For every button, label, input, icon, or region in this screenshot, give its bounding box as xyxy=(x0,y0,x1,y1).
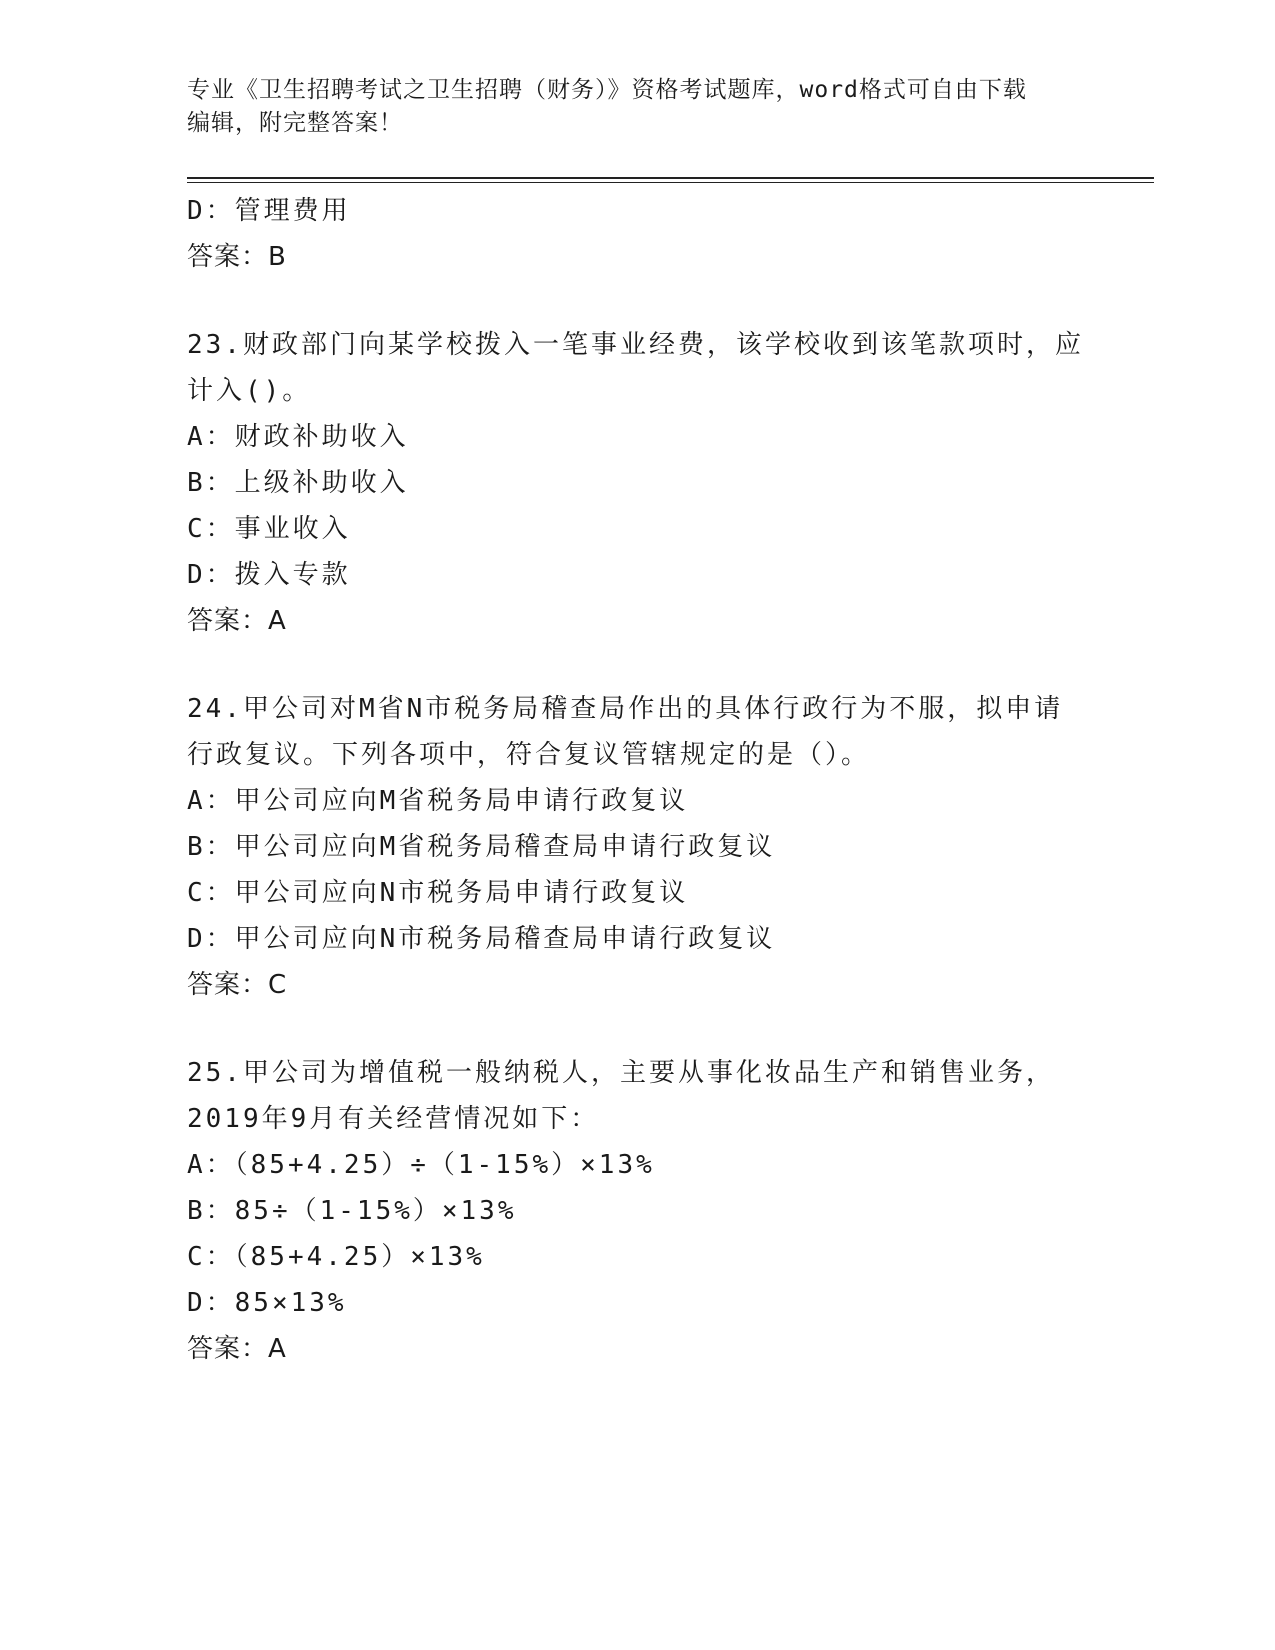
question-text-line-2: 2019年9月有关经营情况如下： xyxy=(187,1104,600,1134)
question-text-line-1: 23.财政部门向某学校拨入一笔事业经费，该学校收到该笔款项时，应 xyxy=(187,330,1084,360)
answer: 答案：C xyxy=(187,970,288,1000)
option-d: D：甲公司应向N市税务局稽查局申请行政复议 xyxy=(187,924,776,954)
header-line-1: 专业《卫生招聘考试之卫生招聘（财务）》资格考试题库，word格式可自由下载 xyxy=(187,77,1027,103)
question-23 xyxy=(187,322,1087,644)
header-line-2: 编辑，附完整答案！ xyxy=(187,110,403,136)
option-c: C：甲公司应向N市税务局申请行政复议 xyxy=(187,878,689,908)
option-a: A：（85+4.25）÷（1-15%）×13% xyxy=(187,1150,655,1180)
option-c: C：事业收入 xyxy=(187,514,351,544)
spacer xyxy=(187,1008,1087,1050)
header-divider-thin xyxy=(187,182,1154,183)
question-text-line-1: 24.甲公司对M省N市税务局稽查局作出的具体行政行为不服，拟申请 xyxy=(187,694,1064,724)
question-24 xyxy=(187,686,1087,1008)
answer: 答案：A xyxy=(187,1334,287,1364)
prev-answer: 答案：B xyxy=(187,242,287,272)
question-25 xyxy=(187,1050,1087,1372)
header-divider-thick xyxy=(187,177,1154,179)
option-a: A：甲公司应向M省税务局申请行政复议 xyxy=(187,786,689,816)
document-content xyxy=(187,188,1087,1372)
option-a: A：财政补助收入 xyxy=(187,422,409,452)
option-b: B：85÷（1-15%）×13% xyxy=(187,1196,517,1226)
question-text-line-2: 计入()。 xyxy=(187,376,312,406)
question-text-line-2: 行政复议。下列各项中，符合复议管辖规定的是（）。 xyxy=(187,740,871,770)
option-b: B：上级补助收入 xyxy=(187,468,409,498)
spacer xyxy=(187,280,1087,322)
option-c: C：（85+4.25）×13% xyxy=(187,1242,485,1272)
option-b: B：甲公司应向M省税务局稽查局申请行政复议 xyxy=(187,832,776,862)
prev-option-d: D：管理费用 xyxy=(187,196,351,226)
spacer xyxy=(187,644,1087,686)
question-text-line-1: 25.甲公司为增值税一般纳税人，主要从事化妆品生产和销售业务， xyxy=(187,1058,1055,1088)
document-header xyxy=(187,74,1087,140)
option-d: D：拨入专款 xyxy=(187,560,351,590)
option-d: D：85×13% xyxy=(187,1288,347,1318)
answer: 答案：A xyxy=(187,606,287,636)
